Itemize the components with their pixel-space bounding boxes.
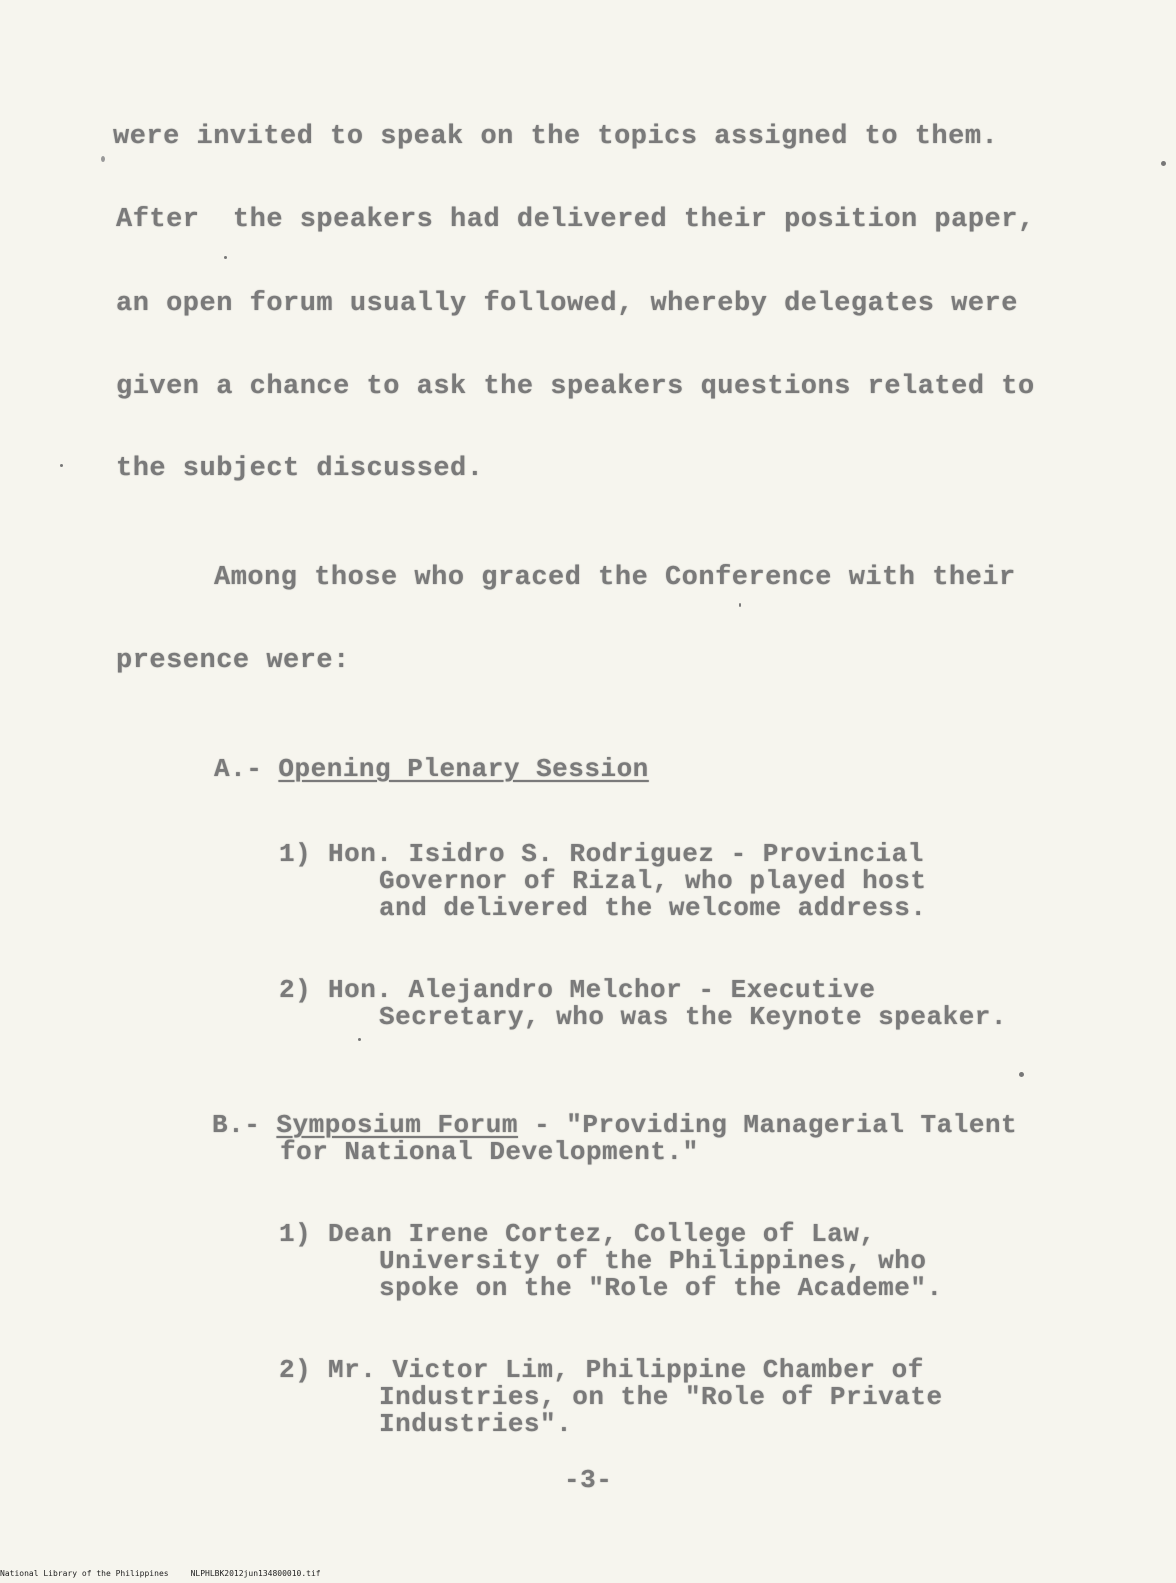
scan-speck [358, 1038, 361, 1041]
scan-footer [0, 1569, 343, 1578]
paragraph-2-line-1: Among those who graced the Conference with their [214, 563, 1016, 593]
section-a-item-2-number: 2) [279, 975, 312, 1005]
section-b-item-2-line-1: Mr. Victor Lim, Philippine Chamber of [328, 1355, 924, 1385]
page-number: -3- [564, 1465, 613, 1495]
footer-library: National Library of the Philippines [0, 1569, 169, 1578]
section-b-item-1-line-3: spoke on the "Role of the Academe". [379, 1273, 943, 1303]
section-a-item-1-line-2: Governor of Rizal, who played host [379, 866, 927, 896]
paragraph-1-line-3: an open forum usually followed, whereby delegates were [116, 289, 1018, 319]
section-b-item-1-line-1: Dean Irene Cortez, College of Law, [328, 1219, 876, 1249]
scan-speck [1161, 161, 1166, 166]
section-a-item-1-number: 1) [279, 839, 312, 869]
paragraph-1-line-4: given a chance to ask the speakers questions related to [116, 372, 1035, 402]
paragraph-2-line-2: presence were: [116, 646, 350, 676]
footer-file: NLPHLBK2012jun134800010.tif [190, 1569, 321, 1578]
section-b-label: B.- [212, 1110, 261, 1140]
section-a-item-1-line-3: and delivered the welcome address. [379, 893, 927, 923]
section-b-item-2-line-2: Industries, on the "Role of Private [379, 1382, 943, 1412]
section-a-title: Opening Plenary Session [278, 754, 649, 784]
section-a-heading [214, 756, 649, 783]
section-a-item-2-line-2: Secretary, who was the Keynote speaker. [379, 1002, 1007, 1032]
section-b-item-1-number: 1) [279, 1219, 312, 1249]
section-b-title-rest: - "Providing Managerial Talent [517, 1110, 1018, 1140]
scan-speck [60, 464, 63, 467]
section-a-item-2-line-1: Hon. Alejandro Melchor - Executive [328, 975, 876, 1005]
section-a-item-1-line-1: Hon. Isidro S. Rodriguez - Provincial [328, 839, 924, 869]
paragraph-1-line-5: the subject discussed. [116, 454, 484, 484]
paragraph-1-line-1: were invited to speak on the topics assigned to them. [113, 122, 999, 152]
scan-speck [224, 256, 227, 259]
scan-speck [101, 156, 105, 162]
section-b-title-line-2: for National Development." [280, 1137, 699, 1167]
section-b-item-2-number: 2) [279, 1355, 312, 1385]
scan-speck [1019, 1072, 1024, 1077]
section-b-heading [212, 1112, 1017, 1139]
section-a-label: A.- [214, 754, 263, 784]
section-b-item-1-line-2: University of the Philippines, who [379, 1246, 927, 1276]
section-b-title: Symposium Forum [276, 1110, 518, 1140]
section-b-item-2-line-3: Industries". [379, 1409, 573, 1439]
scan-speck [739, 603, 741, 607]
paragraph-1-line-2: After the speakers had delivered their position paper, [116, 205, 1035, 235]
